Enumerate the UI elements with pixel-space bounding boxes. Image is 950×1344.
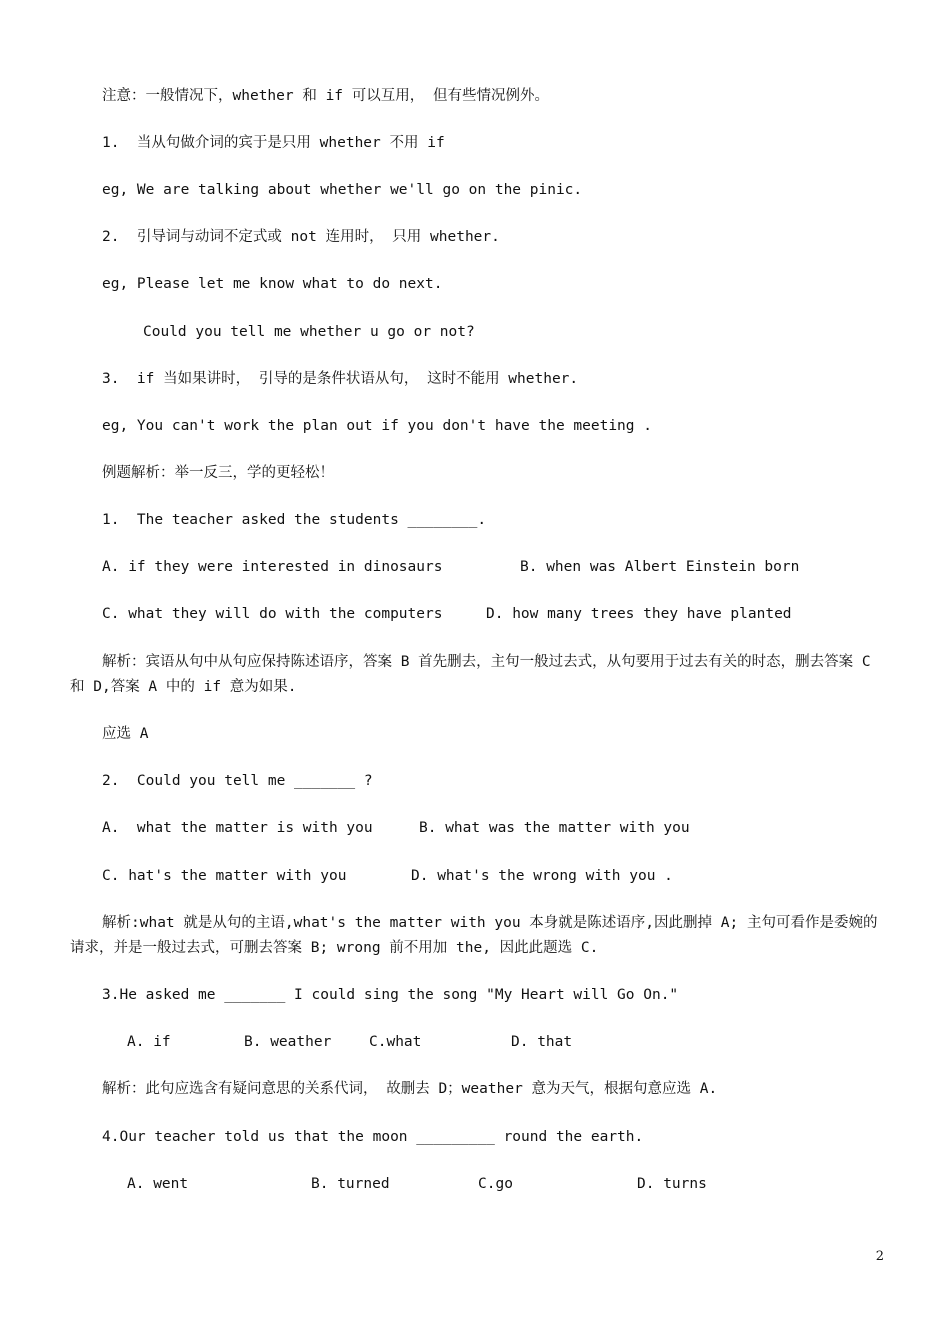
question-1-option-b: B. when was Albert Einstein born	[520, 559, 800, 575]
question-3-analysis: 解析：此句应选含有疑问意思的关系代词， 故删去 D；weather 意为天气，根据句意应选 A.	[102, 1081, 718, 1097]
question-3-stem: 3.He asked me _______ I could sing the song "My Heart will Go On."	[102, 987, 679, 1003]
page-number: 2	[875, 1249, 884, 1264]
question-1-option-d: D. how many trees they have planted	[486, 606, 792, 622]
question-2-option-c: C. hat's the matter with you	[102, 868, 347, 884]
question-1-stem: 1. The teacher asked the students ________.	[102, 512, 487, 528]
rule-2-example-2: Could you tell me whether u go or not?	[143, 324, 475, 340]
question-4-option-a: A. went	[127, 1176, 189, 1192]
rule-2-example-1: eg, Please let me know what to do next.	[102, 276, 443, 292]
question-3-option-a: A. if	[127, 1034, 171, 1050]
question-4-option-c: C.go	[478, 1176, 513, 1192]
question-2-option-d: D. what's the wrong with you .	[411, 868, 673, 884]
question-1-option-a: A. if they were interested in dinosaurs	[102, 559, 443, 575]
rule-3-example: eg, You can't work the plan out if you don't have the meeting .	[102, 418, 652, 434]
rule-3: 3. if 当如果讲时， 引导的是条件状语从句， 这时不能用 whether.	[102, 371, 579, 387]
question-2-analysis: 解析:what 就是从句的主语,what's the matter with you 本身就是陈述语序,因此删掉 A; 主句可看作是委婉的请求，并是一般过去式，可删去答案 B; wrong 前不用加 the, 因此此题选 C.	[70, 915, 878, 956]
note-intro: 注意：一般情况下，whether 和 if 可以互用， 但有些情况例外。	[102, 88, 549, 104]
question-4-stem: 4.Our teacher told us that the moon _________ round the earth.	[102, 1129, 644, 1145]
question-1-answer: 应选 A	[102, 726, 149, 742]
question-4-option-d: D. turns	[637, 1176, 707, 1192]
question-2-option-a: A. what the matter is with you	[102, 820, 373, 836]
rule-1-example: eg, We are talking about whether we'll go on the pinic.	[102, 182, 583, 198]
question-3-option-d: D. that	[511, 1034, 573, 1050]
rule-2: 2. 引导词与动词不定式或 not 连用时， 只用 whether.	[102, 229, 500, 245]
question-1-analysis: 解析：宾语从句中从句应保持陈述语序，答案 B 首先删去，主句一般过去式，从句要用于过去有关的时态，删去答案 C 和 D,答案 A 中的 if 意为如果.	[70, 654, 871, 695]
question-3-option-c: C.what	[369, 1034, 422, 1050]
question-1-option-c: C. what they will do with the computers	[102, 606, 443, 622]
question-3-option-b: B. weather	[244, 1034, 332, 1050]
question-4-option-b: B. turned	[311, 1176, 390, 1192]
question-2-stem: 2. Could you tell me _______ ?	[102, 773, 373, 789]
examples-heading: 例题解析：举一反三，学的更轻松！	[102, 465, 334, 481]
question-2-option-b: B. what was the matter with you	[419, 820, 690, 836]
rule-1: 1. 当从句做介词的宾于是只用 whether 不用 if	[102, 135, 445, 151]
